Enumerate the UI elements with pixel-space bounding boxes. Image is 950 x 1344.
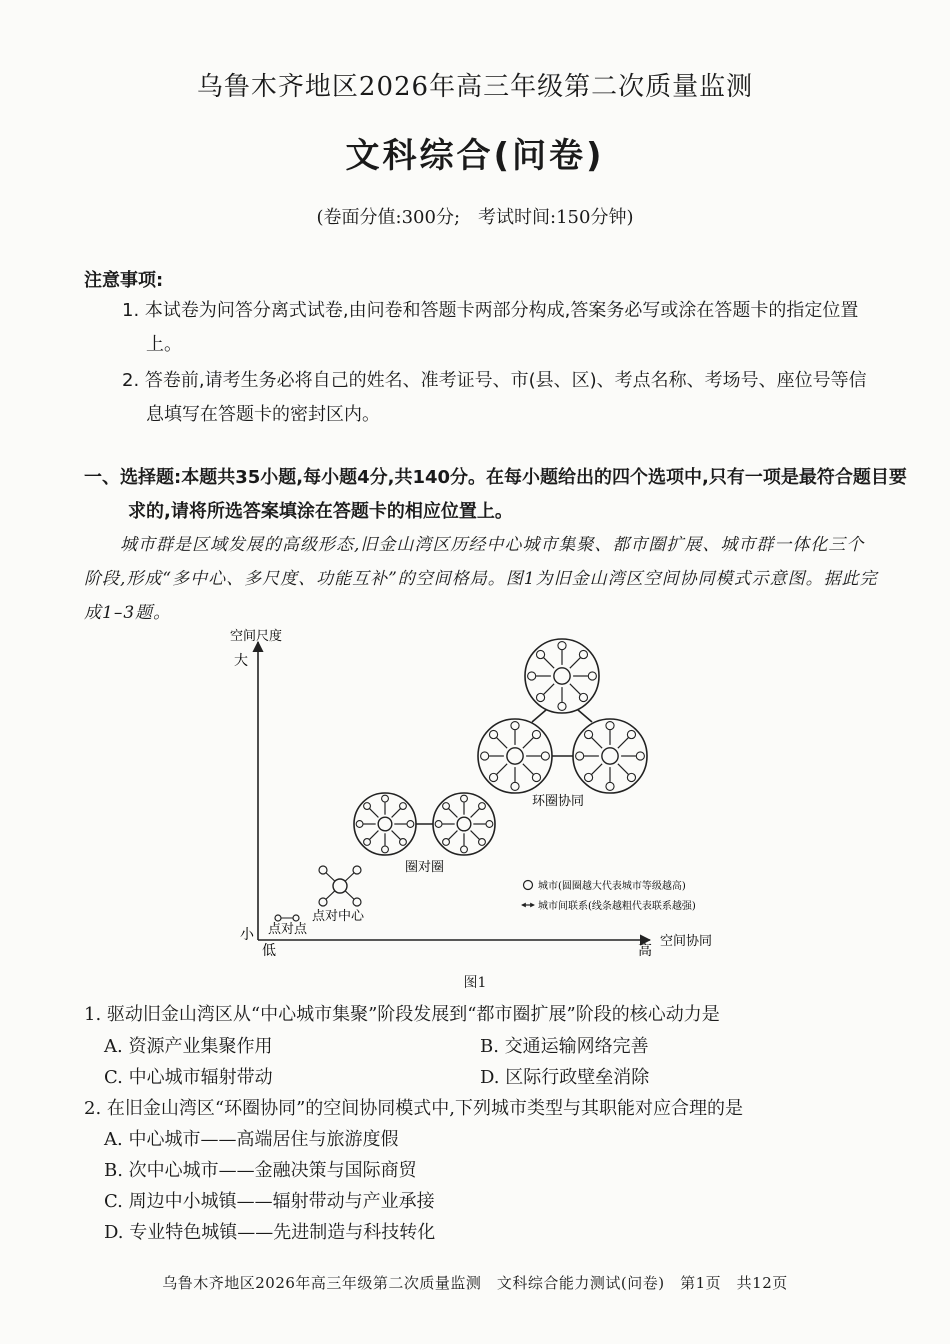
stage-label-ring-collaboration: 环圈协同 [532, 794, 585, 809]
exam-title: 乌鲁木齐地区2026年高三年级第二次质量监测 [196, 72, 754, 102]
cluster-right [433, 793, 495, 855]
question-1-stem: 1. 驱动旧金山湾区从“中心城市集聚”阶段发展到“都市圈扩展”阶段的核心动力是 [84, 1004, 720, 1025]
question-2-option-a: A. 中心城市——高端居住与旅游度假 [104, 1129, 399, 1150]
cluster-bottom-left [478, 719, 552, 793]
x-max-label: 高 [638, 943, 652, 959]
question-1-option-c: C. 中心城市辐射带动 [104, 1067, 273, 1088]
question-2-option-c: C. 周边中小城镇——辐射带动与产业承接 [104, 1191, 435, 1212]
cluster-top [525, 639, 599, 713]
y-min-label: 小 [240, 927, 254, 943]
stage-clusters [354, 639, 647, 855]
question-1-option-b: B. 交通运输网络完善 [480, 1036, 649, 1057]
question-1-option-a: A. 资源产业集聚作用 [104, 1036, 273, 1057]
cluster-left [354, 793, 416, 855]
stage-label-circle-to-circle: 圈对圈 [405, 860, 445, 875]
legend-city-text: 城市(圆圈越大代表城市等级越高) [538, 881, 686, 892]
y-max-label: 大 [234, 653, 248, 669]
question-1-option-d: D. 区际行政壁垒消除 [480, 1067, 650, 1088]
figure-caption: 图1 [463, 975, 487, 991]
notice-item-1-text: 1. 本试卷为问答分离式试卷,由问卷和答题卡两部分构成,答案务必写或涂在答题卡的指定位置上。 [122, 300, 859, 355]
score-time: (卷面分值:300分; 考试时间:150分钟) [316, 207, 634, 228]
legend [522, 879, 696, 912]
paper-subject: 文科综合(问卷) [345, 136, 605, 176]
page-footer: 乌鲁木齐地区2026年高三年级第二次质量监测 文科综合能力测试(问卷) 第1页 共12页 [162, 1274, 788, 1292]
question-2-option-b: B. 次中心城市——金融决策与国际商贸 [104, 1160, 417, 1181]
x-min-label: 低 [262, 943, 276, 959]
notice-item-2-text: 2. 答卷前,请考生务必将自己的姓名、准考证号、市(县、区)、考点名称、考场号、座位号等信息填写在答题卡的密封区内。 [122, 370, 867, 425]
y-axis-label: 空间尺度 [230, 629, 283, 644]
stage-label-point-to-center: 点对中心 [312, 909, 365, 924]
figure-diagram [220, 622, 740, 967]
x-axis-label: 空间协同 [660, 934, 713, 949]
stage-point-to-point [275, 915, 299, 921]
notice-item-2 [122, 364, 877, 432]
link-top-left [532, 710, 546, 722]
notice-item-1 [122, 294, 877, 362]
notice-heading: 注意事项: [84, 270, 164, 291]
legend-city-icon [524, 881, 533, 890]
stage-point-to-center [319, 866, 361, 906]
passage: 城市群是区域发展的高级形态,旧金山湾区历经中心城市集聚、都市圈扩展、城市群一体化三个阶段,形成“多中心、多尺度、功能互补”的空间格局。图1为旧金山湾区空间协同模式示意图。据此完成1–3题。 [84, 535, 878, 623]
link-top-right [578, 710, 592, 722]
stage-label-point-to-point: 点对点 [268, 922, 308, 937]
cluster-bottom-right [573, 719, 647, 793]
question-2-option-d: D. 专业特色城镇——先进制造与科技转化 [104, 1222, 436, 1243]
section-heading: 一、选择题:本题共35小题,每小题4分,共140分。在每小题给出的四个选项中,只有一项是最符合题目要求的,请将所选答案填涂在答题卡的相应位置上。 [84, 467, 907, 522]
question-2-stem: 2. 在旧金山湾区“环圈协同”的空间协同模式中,下列城市类型与其职能对应合理的是 [84, 1098, 744, 1119]
legend-link-text: 城市间联系(线条越粗代表联系越强) [538, 901, 696, 912]
